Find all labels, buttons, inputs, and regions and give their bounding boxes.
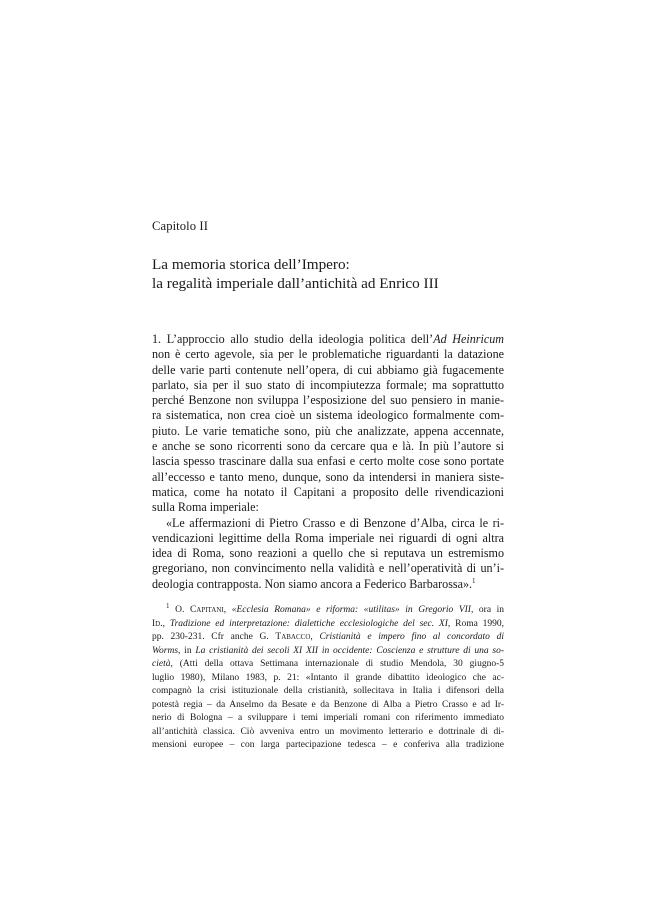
quote-line: idea di Roma, sono reazioni a quello che si reputava un estremismo [152,546,504,561]
paragraph-line: perché Benzone non sviluppa l’esposizione del suo pensiero in manie- [152,393,504,408]
footnote-line: potestà regia – da Anselmo da Besate e da Benzone di Alba a Pietro Crasso e ad Ir- [152,699,504,710]
paragraph-line: ra sistematica, non crea cioè un sistema ideologico formalmente com- [152,408,504,423]
chapter-title-line-2: la regalità imperiale dall’antichità ad Enrico III [152,275,439,292]
paragraph-line: matica, come ha notato il Capitani a proposito delle rivendicazioni [152,484,504,499]
paragraph-line: lascia spesso trascinare dalla sua enfasi e certo molte cose sono portate [152,454,504,469]
paragraph-line: all’eccesso e tanto meno, dunque, sono da intendersi in maniera siste- [152,469,504,484]
footnote-number: 1 [166,601,170,610]
footnote-line: cietà, (Atti della ottava Settimana internazionale di studio Mendola, 30 giugno-5 [152,659,504,669]
paragraph-line: non è certo agevole, sia per le problematiche riguardanti la datazione [152,347,504,362]
footnote-line: $^1$ O. Capitani, «Ecclesia Romana» e riforma: «utilitas» in Gregorio VII, ora in [166,601,505,615]
footnote-line: Id., Tradizione ed interpretazione: dialettiche ecclesiologiche del sec. XI, Roma 1990, [152,618,505,629]
footnote-line: pp. 230-231. Cfr anche G. Tabacco, Cristianità e impero fino al concordato di [152,632,505,642]
paragraph-line: piuto. Le varie tematiche sono, più che analizzate, appena accennate, [152,423,504,438]
quote-line: deologia contrapposta. Non siamo ancora a Federico Barbarossa».$^1$ [152,576,476,591]
footnote-line: luglio 1980), Milano 1983, p. 21: «Intanto il grande dibattito ideologico che ac- [152,672,504,683]
footnote-line: mensioni europee – con larga partecipazione tedesca – e conferiva alla tradizione [152,740,504,750]
footnote-line: all’antichità classica. Ciò avveniva entro un movimento letterario e dottrinale di di- [152,726,504,737]
footnotes [152,601,505,753]
paragraph-line: sulla Roma imperiale: [152,500,259,515]
quote-line: gregoriano, non convincimento nella validità e nell’operatività di un’i- [152,561,504,576]
paragraph-line: e anche se sono ricorrenti sono da cercare qua e là. In più l’autore si [152,439,504,454]
quote-line: vendicazioni legittime della Roma imperiale nei riguardi di ogni altra [152,530,504,545]
chapter-title-line-1: La memoria storica dell’Impero: [152,256,350,273]
chapter-label: Capitolo II [152,219,209,233]
footnote-line: Worms, in La cristianità dei secoli XI XII in occidente: Coscienza e strutture di una so- [152,645,505,656]
paragraph-line: parlato, sia per il suo stato di incompiutezza formale; ma soprattutto [152,377,504,392]
work-title: Ad Heinricum [433,332,505,346]
chapter-title [152,255,512,293]
quote-line: «Le affermazioni di Pietro Crasso e di Benzone d’Alba, circa le ri- [166,515,504,530]
main-text [152,332,504,592]
paragraph-line: 1. L’approccio allo studio della ideologia politica dell’Ad Heinricum [152,332,505,346]
footnote-reference[interactable]: 1 [472,576,476,585]
footnote-line: nerio di Bologna – a sviluppare i temi imperiali romani con riferimento immediato [152,713,504,723]
paragraph-line: delle varie parti contenute nell’opera, di cui abbiamo già fugacemente [152,362,504,377]
footnote-line: compagnò la crisi istituzionale della cristianità, sollecitava in Italia i difensori della [152,686,504,696]
